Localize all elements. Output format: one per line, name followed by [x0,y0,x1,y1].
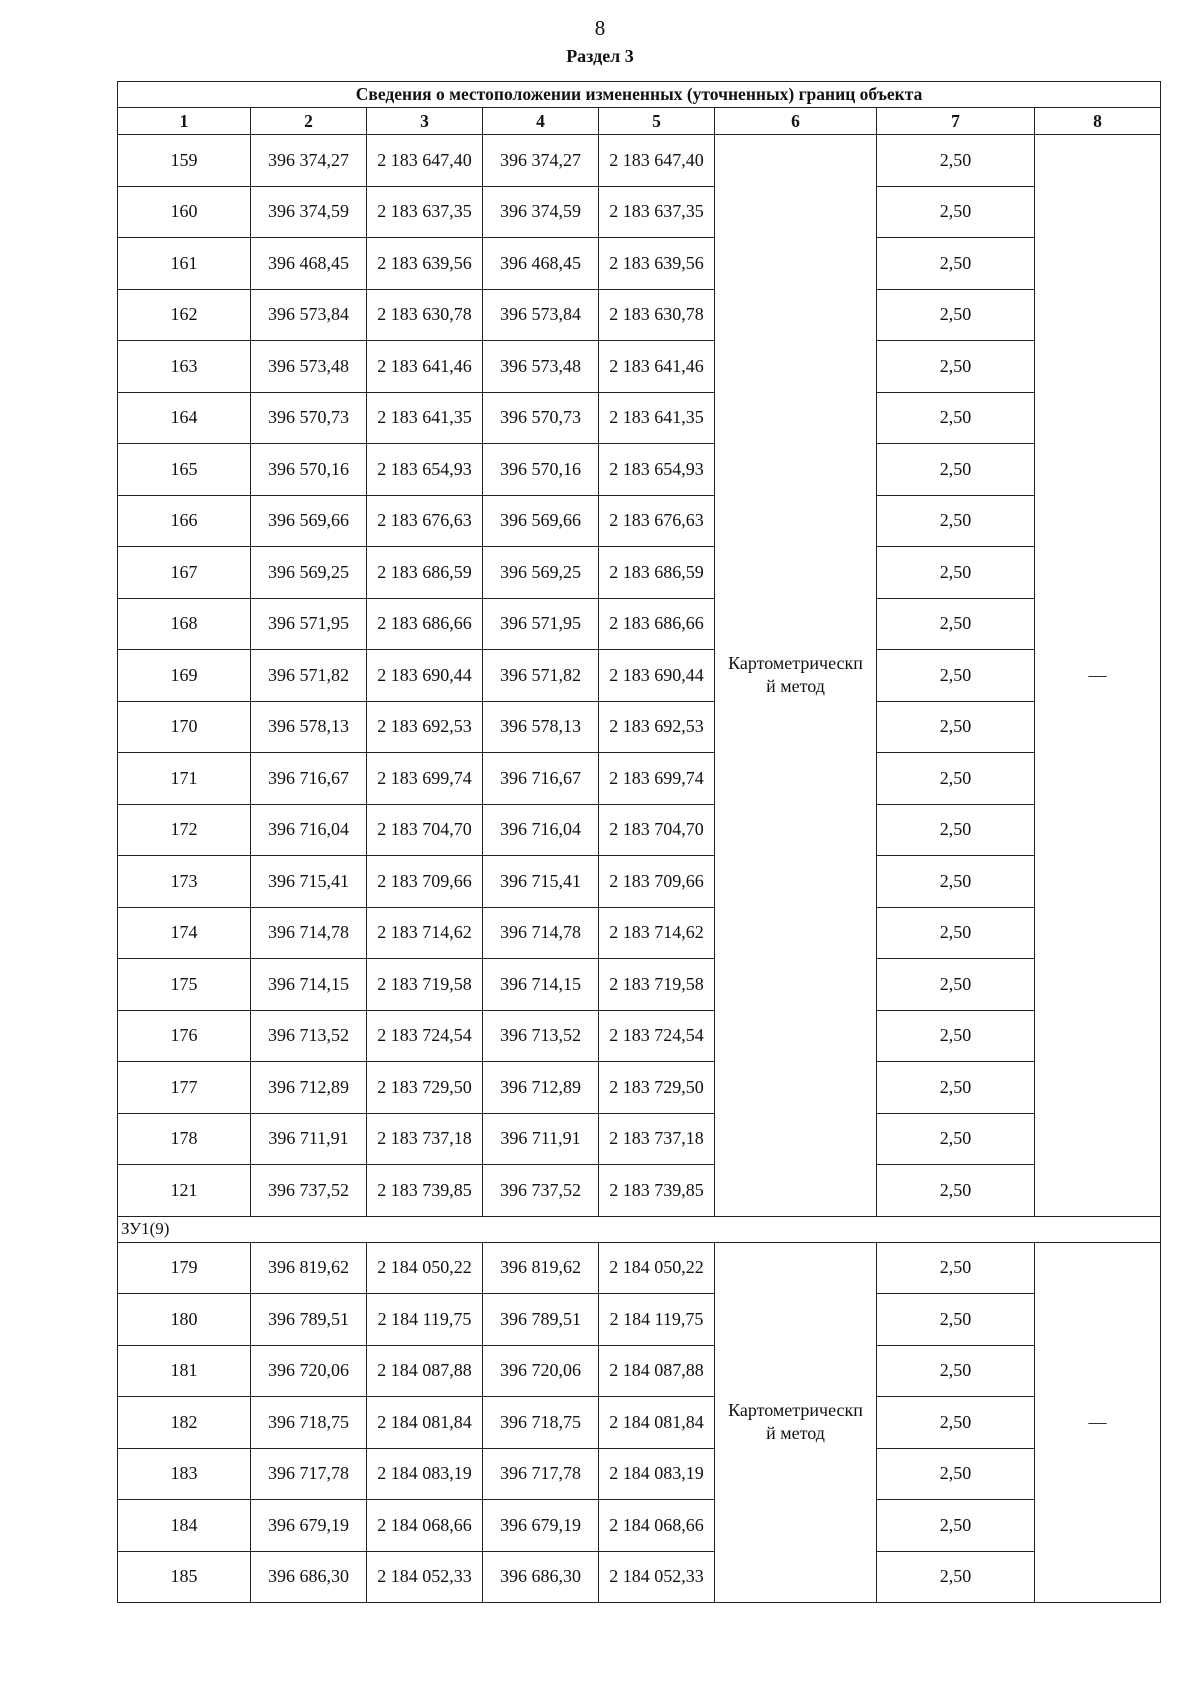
x-coordinate-new: 396 374,27 [483,135,599,187]
method-text-line: й метод [766,1423,825,1444]
table-row [118,289,1161,341]
x-coordinate-new: 396 374,59 [483,186,599,238]
method-text-line: Картометрическп [728,1399,863,1420]
y-coordinate-old: 2 183 637,35 [367,186,483,238]
group-label-row [118,1216,1161,1242]
y-coordinate-new: 2 183 737,18 [599,1113,715,1165]
x-coordinate-new: 396 717,78 [483,1448,599,1500]
column-header: 8 [1035,108,1161,135]
table-row [118,1551,1161,1603]
y-coordinate-old: 2 183 676,63 [367,495,483,547]
x-coordinate-new: 396 713,52 [483,1010,599,1062]
y-coordinate-new: 2 184 083,19 [599,1448,715,1500]
y-coordinate-old: 2 183 692,53 [367,701,483,753]
table-row [118,444,1161,496]
x-coordinate-old: 396 714,15 [251,959,367,1011]
x-coordinate-old: 396 713,52 [251,1010,367,1062]
point-number: 166 [118,495,251,547]
x-coordinate-new: 396 686,30 [483,1551,599,1603]
y-coordinate-new: 2 183 647,40 [599,135,715,187]
accuracy-value: 2,50 [877,1294,1035,1346]
y-coordinate-old: 2 184 087,88 [367,1345,483,1397]
note-cell: — [1035,1242,1161,1603]
accuracy-value: 2,50 [877,1165,1035,1217]
x-coordinate-new: 396 715,41 [483,856,599,908]
table-row [118,1345,1161,1397]
x-coordinate-old: 396 578,13 [251,701,367,753]
x-coordinate-old: 396 571,82 [251,650,367,702]
y-coordinate-old: 2 183 647,40 [367,135,483,187]
note-cell: — [1035,135,1161,1217]
y-coordinate-old: 2 184 119,75 [367,1294,483,1346]
table-row [118,1113,1161,1165]
x-coordinate-old: 396 715,41 [251,856,367,908]
column-header: 7 [877,108,1035,135]
accuracy-value: 2,50 [877,1113,1035,1165]
x-coordinate-old: 396 569,25 [251,547,367,599]
x-coordinate-old: 396 718,75 [251,1397,367,1449]
point-number: 165 [118,444,251,496]
x-coordinate-new: 396 569,25 [483,547,599,599]
y-coordinate-new: 2 183 686,59 [599,547,715,599]
column-header: 1 [118,108,251,135]
point-number: 176 [118,1010,251,1062]
point-number: 180 [118,1294,251,1346]
page-number: 8 [594,16,606,40]
point-number: 164 [118,392,251,444]
section-title: Раздел 3 [566,46,634,66]
point-number: 179 [118,1242,251,1294]
table-row [118,1062,1161,1114]
table-row [118,959,1161,1011]
table-row [118,186,1161,238]
y-coordinate-new: 2 183 699,74 [599,753,715,805]
y-coordinate-old: 2 183 686,66 [367,598,483,650]
table-row [118,1500,1161,1552]
accuracy-value: 2,50 [877,753,1035,805]
table-row [118,650,1161,702]
x-coordinate-new: 396 570,16 [483,444,599,496]
y-coordinate-old: 2 184 068,66 [367,1500,483,1552]
x-coordinate-old: 396 468,45 [251,238,367,290]
table-row [118,907,1161,959]
y-coordinate-new: 2 183 630,78 [599,289,715,341]
point-number: 177 [118,1062,251,1114]
point-number: 159 [118,135,251,187]
y-coordinate-new: 2 183 641,35 [599,392,715,444]
y-coordinate-old: 2 183 704,70 [367,804,483,856]
x-coordinate-old: 396 711,91 [251,1113,367,1165]
accuracy-value: 2,50 [877,547,1035,599]
x-coordinate-new: 396 578,13 [483,701,599,753]
x-coordinate-new: 396 570,73 [483,392,599,444]
column-header: 5 [599,108,715,135]
table-row [118,495,1161,547]
y-coordinate-old: 2 183 724,54 [367,1010,483,1062]
y-coordinate-old: 2 183 699,74 [367,753,483,805]
x-coordinate-old: 396 686,30 [251,1551,367,1603]
y-coordinate-old: 2 183 654,93 [367,444,483,496]
y-coordinate-old: 2 183 641,35 [367,392,483,444]
x-coordinate-new: 396 679,19 [483,1500,599,1552]
x-coordinate-old: 396 571,95 [251,598,367,650]
x-coordinate-new: 396 569,66 [483,495,599,547]
table-row [118,341,1161,393]
method-text-line: Картометрическп [728,652,863,673]
y-coordinate-old: 2 184 083,19 [367,1448,483,1500]
point-number: 178 [118,1113,251,1165]
x-coordinate-new: 396 573,84 [483,289,599,341]
accuracy-value: 2,50 [877,1062,1035,1114]
x-coordinate-new: 396 819,62 [483,1242,599,1294]
y-coordinate-old: 2 183 639,56 [367,238,483,290]
x-coordinate-old: 396 819,62 [251,1242,367,1294]
y-coordinate-old: 2 184 052,33 [367,1551,483,1603]
accuracy-value: 2,50 [877,495,1035,547]
point-number: 182 [118,1397,251,1449]
x-coordinate-new: 396 712,89 [483,1062,599,1114]
x-coordinate-new: 396 718,75 [483,1397,599,1449]
y-coordinate-old: 2 183 714,62 [367,907,483,959]
point-number: 181 [118,1345,251,1397]
column-header: 2 [251,108,367,135]
accuracy-value: 2,50 [877,289,1035,341]
point-number: 174 [118,907,251,959]
x-coordinate-old: 396 789,51 [251,1294,367,1346]
y-coordinate-old: 2 183 719,58 [367,959,483,1011]
y-coordinate-new: 2 183 641,46 [599,341,715,393]
y-coordinate-new: 2 183 719,58 [599,959,715,1011]
y-coordinate-new: 2 184 052,33 [599,1551,715,1603]
y-coordinate-new: 2 183 639,56 [599,238,715,290]
y-coordinate-new: 2 183 692,53 [599,701,715,753]
x-coordinate-new: 396 571,95 [483,598,599,650]
point-number: 163 [118,341,251,393]
point-number: 172 [118,804,251,856]
point-number: 162 [118,289,251,341]
y-coordinate-new: 2 183 709,66 [599,856,715,908]
x-coordinate-old: 396 712,89 [251,1062,367,1114]
x-coordinate-old: 396 570,73 [251,392,367,444]
accuracy-value: 2,50 [877,1010,1035,1062]
boundary-coordinates-table [117,81,1161,1603]
column-header: 4 [483,108,599,135]
y-coordinate-new: 2 184 050,22 [599,1242,715,1294]
y-coordinate-new: 2 183 690,44 [599,650,715,702]
x-coordinate-new: 396 737,52 [483,1165,599,1217]
table-row [118,1294,1161,1346]
y-coordinate-new: 2 183 739,85 [599,1165,715,1217]
table-row [118,1165,1161,1217]
point-number: 168 [118,598,251,650]
y-coordinate-old: 2 184 081,84 [367,1397,483,1449]
accuracy-value: 2,50 [877,392,1035,444]
x-coordinate-old: 396 374,59 [251,186,367,238]
group-label: ЗУ1(9) [118,1216,1161,1242]
y-coordinate-old: 2 183 690,44 [367,650,483,702]
method-text-line: й метод [766,676,825,697]
y-coordinate-new: 2 183 724,54 [599,1010,715,1062]
accuracy-value: 2,50 [877,1397,1035,1449]
point-number: 169 [118,650,251,702]
y-coordinate-new: 2 183 729,50 [599,1062,715,1114]
y-coordinate-old: 2 183 686,59 [367,547,483,599]
table-row [118,804,1161,856]
y-coordinate-new: 2 184 087,88 [599,1345,715,1397]
table-row [118,135,1161,187]
accuracy-value: 2,50 [877,1242,1035,1294]
point-number: 167 [118,547,251,599]
y-coordinate-new: 2 184 068,66 [599,1500,715,1552]
x-coordinate-new: 396 714,78 [483,907,599,959]
y-coordinate-old: 2 183 737,18 [367,1113,483,1165]
accuracy-value: 2,50 [877,959,1035,1011]
y-coordinate-new: 2 183 654,93 [599,444,715,496]
accuracy-value: 2,50 [877,1551,1035,1603]
accuracy-value: 2,50 [877,1345,1035,1397]
x-coordinate-old: 396 716,04 [251,804,367,856]
accuracy-value: 2,50 [877,650,1035,702]
x-coordinate-new: 396 714,15 [483,959,599,1011]
table-row [118,598,1161,650]
y-coordinate-new: 2 184 119,75 [599,1294,715,1346]
table-row [118,856,1161,908]
point-number: 171 [118,753,251,805]
x-coordinate-new: 396 711,91 [483,1113,599,1165]
y-coordinate-old: 2 183 729,50 [367,1062,483,1114]
x-coordinate-old: 396 570,16 [251,444,367,496]
y-coordinate-old: 2 183 709,66 [367,856,483,908]
header-row [118,108,1161,135]
table-row [118,753,1161,805]
table-row [118,1010,1161,1062]
accuracy-value: 2,50 [877,701,1035,753]
column-header: 3 [367,108,483,135]
y-coordinate-old: 2 183 641,46 [367,341,483,393]
y-coordinate-new: 2 183 714,62 [599,907,715,959]
y-coordinate-old: 2 184 050,22 [367,1242,483,1294]
accuracy-value: 2,50 [877,238,1035,290]
table-row [118,1448,1161,1500]
table-row [118,1242,1161,1294]
accuracy-value: 2,50 [877,804,1035,856]
y-coordinate-new: 2 184 081,84 [599,1397,715,1449]
accuracy-value: 2,50 [877,1448,1035,1500]
point-number: 170 [118,701,251,753]
x-coordinate-new: 396 789,51 [483,1294,599,1346]
y-coordinate-new: 2 183 637,35 [599,186,715,238]
x-coordinate-old: 396 714,78 [251,907,367,959]
point-number: 185 [118,1551,251,1603]
x-coordinate-old: 396 374,27 [251,135,367,187]
accuracy-value: 2,50 [877,135,1035,187]
y-coordinate-new: 2 183 686,66 [599,598,715,650]
x-coordinate-old: 396 716,67 [251,753,367,805]
method-cell [715,135,877,1217]
x-coordinate-new: 396 571,82 [483,650,599,702]
y-coordinate-new: 2 183 676,63 [599,495,715,547]
accuracy-value: 2,50 [877,341,1035,393]
x-coordinate-new: 396 468,45 [483,238,599,290]
point-number: 160 [118,186,251,238]
table-row [118,1397,1161,1449]
y-coordinate-old: 2 183 630,78 [367,289,483,341]
accuracy-value: 2,50 [877,856,1035,908]
point-number: 183 [118,1448,251,1500]
table-title: Сведения о местоположении измененных (уточненных) границ объекта [118,82,1161,108]
y-coordinate-new: 2 183 704,70 [599,804,715,856]
x-coordinate-old: 396 717,78 [251,1448,367,1500]
method-cell [715,1242,877,1603]
x-coordinate-new: 396 720,06 [483,1345,599,1397]
table-row [118,547,1161,599]
point-number: 175 [118,959,251,1011]
x-coordinate-old: 396 679,19 [251,1500,367,1552]
point-number: 184 [118,1500,251,1552]
table-row [118,392,1161,444]
x-coordinate-old: 396 569,66 [251,495,367,547]
accuracy-value: 2,50 [877,186,1035,238]
y-coordinate-old: 2 183 739,85 [367,1165,483,1217]
accuracy-value: 2,50 [877,598,1035,650]
x-coordinate-old: 396 737,52 [251,1165,367,1217]
x-coordinate-old: 396 573,84 [251,289,367,341]
x-coordinate-old: 396 573,48 [251,341,367,393]
table-row [118,238,1161,290]
accuracy-value: 2,50 [877,907,1035,959]
table-row [118,701,1161,753]
x-coordinate-old: 396 720,06 [251,1345,367,1397]
accuracy-value: 2,50 [877,444,1035,496]
x-coordinate-new: 396 716,67 [483,753,599,805]
point-number: 121 [118,1165,251,1217]
point-number: 161 [118,238,251,290]
point-number: 173 [118,856,251,908]
accuracy-value: 2,50 [877,1500,1035,1552]
column-header: 6 [715,108,877,135]
x-coordinate-new: 396 573,48 [483,341,599,393]
x-coordinate-new: 396 716,04 [483,804,599,856]
